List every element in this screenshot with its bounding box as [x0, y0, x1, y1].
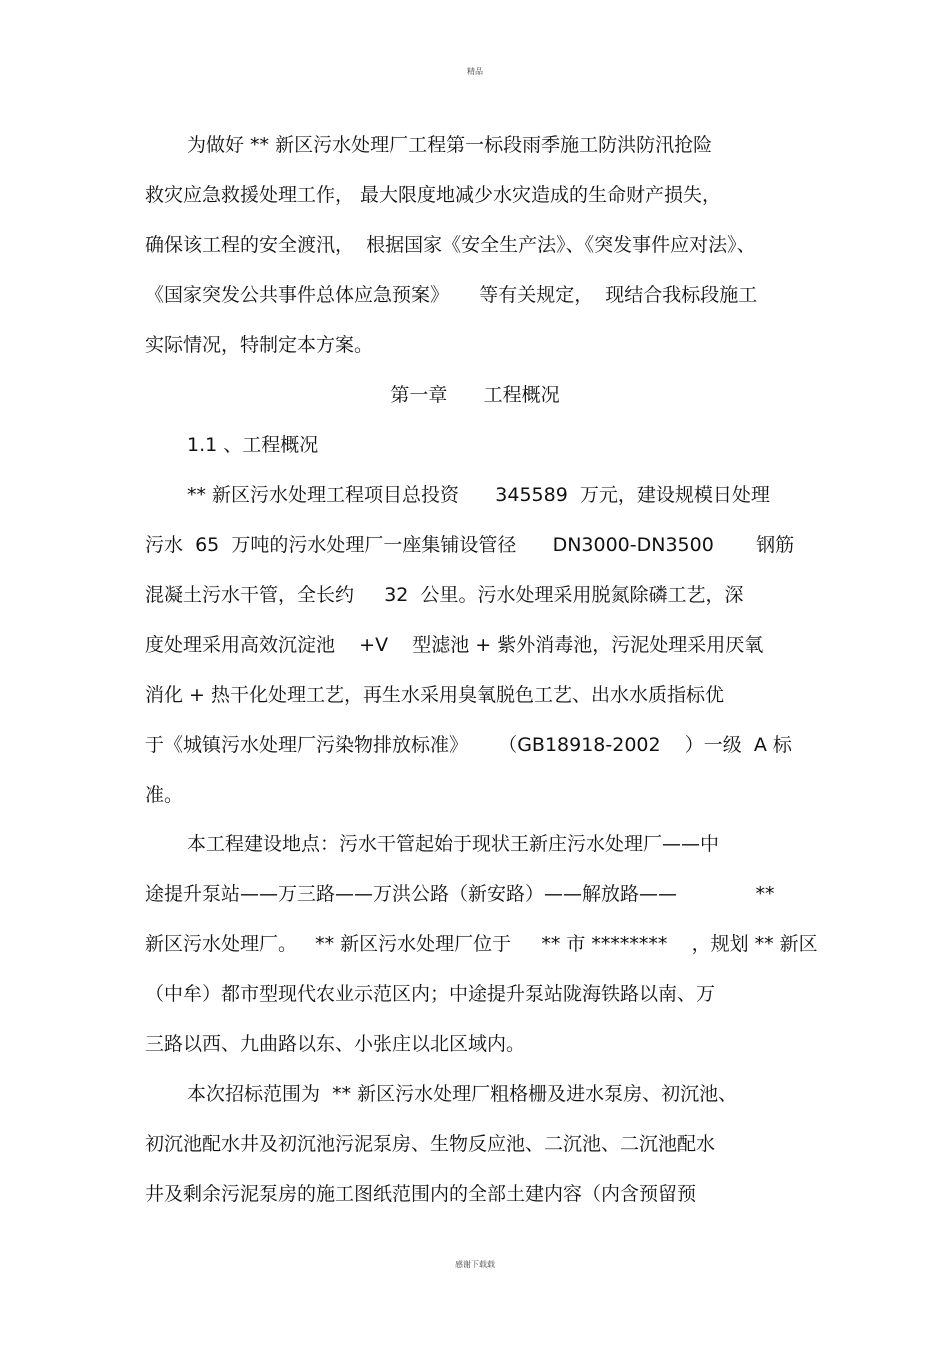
scope-line-3: 井及剩余污泥泵房的施工图纸范围内的全部土建内容（内含预留预 — [145, 1183, 697, 1205]
location-line-2: 途提升泵站——万三路——万洪公路（新安路）——解放路—— ** — [145, 883, 775, 905]
overview-line-5: 消化 + 热干化处理工艺，再生水采用臭氧脱色工艺、出水水质指标优 — [145, 684, 725, 706]
overview-line-6: 于《城镇污水处理厂污染物排放标准》 （GB18918-2002 ）一级 A 标 — [145, 734, 792, 756]
scope-line-1: 本次招标范围为 ** 新区污水处理厂粗格栅及进水泵房、初沉池、 — [187, 1083, 738, 1105]
intro-line-5: 实际情况，特制定本方案。 — [145, 334, 374, 356]
intro-line-3: 确保该工程的安全渡汛， 根据国家《安全生产法》、《突发事件应对法》、 — [145, 234, 756, 256]
overview-line-2: 污水 65 万吨的污水处理厂一座集铺设管径 DN3000-DN3500 钢筋 — [145, 534, 795, 556]
overview-line-1: ** 新区污水处理工程项目总投资 345589 万元，建设规模日处理 — [187, 484, 770, 506]
location-line-3: 新区污水处理厂。 ** 新区污水处理厂位于 ** 市 ******** ，规划 ** 新区 — [145, 933, 818, 955]
intro-line-4: 《国家突发公共事件总体应急预案》 等有关规定， 现结合我标段施工 — [145, 284, 758, 306]
page-header: 精品 — [467, 67, 483, 76]
intro-line-1: 为做好 ** 新区污水处理厂工程第一标段雨季施工防洪防汛抢险 — [187, 134, 713, 156]
page-footer: 感谢下载载 — [455, 1260, 495, 1269]
overview-line-4: 度处理采用高效沉淀池 +V 型滤池 + 紫外消毒池，污泥处理采用厌氧 — [145, 634, 764, 656]
chapter-title: 第一章 工程概况 — [390, 384, 560, 406]
intro-line-2: 救灾应急救援处理工作， 最大限度地减少水灾造成的生命财产损失， — [145, 184, 722, 206]
overview-line-7: 准。 — [145, 784, 184, 806]
section-heading: 1.1 、工程概况 — [187, 434, 319, 456]
overview-line-3: 混凝土污水干管，全长约 32 公里。污水处理采用脱氮除磷工艺，深 — [145, 584, 744, 606]
location-line-5: 三路以西、九曲路以东、小张庄以北区域内。 — [145, 1033, 526, 1055]
location-line-4: （中牟）都市型现代农业示范区内；中途提升泵站陇海铁路以南、万 — [145, 983, 716, 1005]
location-line-1: 本工程建设地点：污水干管起始于现状王新庄污水处理厂——中 — [187, 833, 720, 855]
scope-line-2: 初沉池配水井及初沉池污泥泵房、生物反应池、二沉池、二沉池配水 — [145, 1133, 716, 1155]
